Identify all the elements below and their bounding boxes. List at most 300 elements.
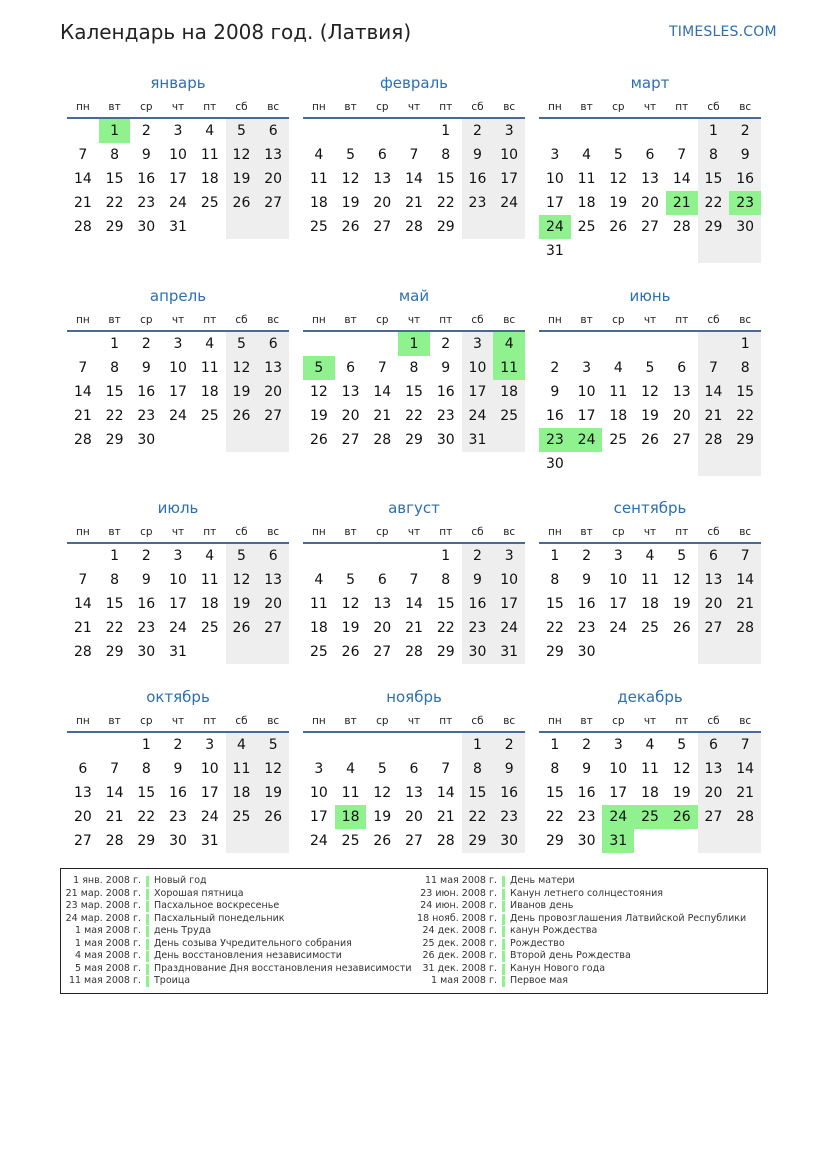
holiday-day-cell[interactable]: 1: [99, 119, 131, 143]
day-cell[interactable]: 2: [582, 548, 592, 564]
day-cell[interactable]: 20: [73, 809, 92, 825]
weekend-day-cell[interactable]: 7: [729, 733, 761, 757]
day-cell[interactable]: 7: [409, 147, 419, 163]
day-cell[interactable]: 4: [346, 761, 356, 777]
day-cell[interactable]: 27: [373, 644, 392, 660]
day-cell[interactable]: 4: [205, 548, 215, 564]
day-cell[interactable]: 30: [169, 833, 187, 849]
day-cell[interactable]: 28: [436, 833, 455, 849]
day-cell[interactable]: 7: [377, 360, 387, 376]
weekend-day-cell[interactable]: 2: [462, 119, 494, 143]
day-cell[interactable]: 5: [613, 147, 623, 163]
day-cell[interactable]: 22: [137, 809, 156, 825]
day-cell[interactable]: 28: [73, 219, 92, 235]
day-cell[interactable]: 4: [205, 336, 215, 352]
weekend-day-cell[interactable]: 10: [462, 356, 494, 380]
day-cell[interactable]: 8: [409, 360, 419, 376]
weekend-day-cell[interactable]: 3: [493, 544, 525, 568]
day-cell[interactable]: 2: [173, 737, 183, 753]
weekend-day-cell[interactable]: 15: [729, 380, 761, 404]
day-cell[interactable]: 23: [436, 408, 455, 424]
day-cell[interactable]: 16: [137, 596, 156, 612]
day-cell[interactable]: 15: [436, 171, 455, 187]
weekend-day-cell[interactable]: 29: [698, 215, 730, 239]
weekend-day-cell[interactable]: 18: [493, 380, 525, 404]
holiday-day-cell[interactable]: 24: [602, 805, 634, 829]
holiday-day-cell[interactable]: 4: [493, 332, 525, 356]
day-cell[interactable]: 11: [309, 596, 328, 612]
day-cell[interactable]: 16: [137, 171, 156, 187]
day-cell[interactable]: 24: [169, 408, 187, 424]
day-cell[interactable]: 8: [441, 147, 451, 163]
day-cell[interactable]: 11: [200, 147, 219, 163]
day-cell[interactable]: 4: [645, 548, 655, 564]
day-cell[interactable]: 1: [110, 336, 120, 352]
weekend-day-cell[interactable]: 12: [226, 143, 258, 167]
day-cell[interactable]: 8: [110, 360, 120, 376]
day-cell[interactable]: 26: [609, 219, 628, 235]
day-cell[interactable]: 17: [545, 195, 564, 211]
day-cell[interactable]: 17: [200, 785, 219, 801]
day-cell[interactable]: 21: [73, 408, 92, 424]
weekend-day-cell[interactable]: 24: [493, 616, 525, 640]
day-cell[interactable]: 17: [609, 596, 628, 612]
day-cell[interactable]: 9: [582, 572, 592, 588]
weekend-day-cell[interactable]: 5: [257, 733, 289, 757]
day-cell[interactable]: 28: [105, 833, 124, 849]
weekend-day-cell[interactable]: 29: [462, 829, 494, 853]
day-cell[interactable]: 16: [169, 785, 187, 801]
day-cell[interactable]: 25: [200, 408, 219, 424]
weekend-day-cell[interactable]: 20: [698, 781, 730, 805]
day-cell[interactable]: 9: [141, 572, 151, 588]
day-cell[interactable]: 19: [609, 195, 628, 211]
day-cell[interactable]: 2: [141, 336, 151, 352]
day-cell[interactable]: 3: [613, 737, 623, 753]
weekend-day-cell[interactable]: 19: [226, 167, 258, 191]
day-cell[interactable]: 24: [609, 620, 628, 636]
day-cell[interactable]: 7: [110, 761, 120, 777]
day-cell[interactable]: 18: [577, 195, 596, 211]
day-cell[interactable]: 16: [137, 384, 156, 400]
day-cell[interactable]: 25: [200, 195, 219, 211]
day-cell[interactable]: 21: [105, 809, 124, 825]
day-cell[interactable]: 31: [200, 833, 219, 849]
day-cell[interactable]: 13: [405, 785, 423, 801]
day-cell[interactable]: 23: [137, 620, 156, 636]
day-cell[interactable]: 14: [405, 171, 423, 187]
day-cell[interactable]: 5: [677, 548, 687, 564]
weekend-day-cell[interactable]: 17: [493, 167, 525, 191]
day-cell[interactable]: 7: [409, 572, 419, 588]
day-cell[interactable]: 10: [545, 171, 564, 187]
day-cell[interactable]: 2: [441, 336, 451, 352]
day-cell[interactable]: 18: [309, 195, 328, 211]
weekend-day-cell[interactable]: 22: [462, 805, 494, 829]
holiday-day-cell[interactable]: 23: [539, 428, 571, 452]
day-cell[interactable]: 7: [441, 761, 451, 777]
weekend-day-cell[interactable]: 2: [462, 544, 494, 568]
day-cell[interactable]: 29: [436, 219, 455, 235]
day-cell[interactable]: 3: [314, 761, 324, 777]
day-cell[interactable]: 12: [609, 171, 628, 187]
day-cell[interactable]: 30: [577, 644, 596, 660]
day-cell[interactable]: 30: [137, 644, 156, 660]
day-cell[interactable]: 29: [436, 644, 455, 660]
day-cell[interactable]: 30: [137, 219, 156, 235]
day-cell[interactable]: 12: [341, 596, 360, 612]
weekend-day-cell[interactable]: 13: [257, 356, 289, 380]
day-cell[interactable]: 21: [405, 620, 423, 636]
day-cell[interactable]: 9: [550, 384, 560, 400]
day-cell[interactable]: 8: [550, 761, 560, 777]
day-cell[interactable]: 22: [105, 408, 124, 424]
weekend-day-cell[interactable]: 1: [462, 733, 494, 757]
day-cell[interactable]: 1: [441, 548, 451, 564]
site-link[interactable]: TIMESLES.COM: [669, 24, 777, 40]
day-cell[interactable]: 10: [577, 384, 596, 400]
day-cell[interactable]: 2: [550, 360, 560, 376]
day-cell[interactable]: 19: [341, 195, 360, 211]
day-cell[interactable]: 1: [550, 548, 560, 564]
day-cell[interactable]: 29: [405, 432, 423, 448]
holiday-day-cell[interactable]: 26: [666, 805, 698, 829]
day-cell[interactable]: 25: [641, 620, 659, 636]
weekend-day-cell[interactable]: 10: [493, 143, 525, 167]
day-cell[interactable]: 4: [314, 147, 324, 163]
day-cell[interactable]: 5: [677, 737, 687, 753]
weekend-day-cell[interactable]: 4: [226, 733, 258, 757]
day-cell[interactable]: 16: [577, 785, 596, 801]
weekend-day-cell[interactable]: 22: [729, 404, 761, 428]
day-cell[interactable]: 13: [373, 596, 392, 612]
day-cell[interactable]: 25: [200, 620, 219, 636]
day-cell[interactable]: 16: [545, 408, 564, 424]
weekend-day-cell[interactable]: 21: [698, 404, 730, 428]
day-cell[interactable]: 18: [609, 408, 628, 424]
weekend-day-cell[interactable]: 13: [257, 568, 289, 592]
weekend-day-cell[interactable]: 23: [493, 805, 525, 829]
day-cell[interactable]: 1: [110, 548, 120, 564]
day-cell[interactable]: 15: [105, 384, 124, 400]
weekend-day-cell[interactable]: 3: [493, 119, 525, 143]
day-cell[interactable]: 27: [373, 219, 392, 235]
day-cell[interactable]: 10: [169, 147, 187, 163]
day-cell[interactable]: 14: [73, 171, 92, 187]
weekend-day-cell[interactable]: 27: [257, 191, 289, 215]
day-cell[interactable]: 22: [105, 620, 124, 636]
day-cell[interactable]: 11: [641, 572, 659, 588]
day-cell[interactable]: 26: [309, 432, 328, 448]
weekend-day-cell[interactable]: 19: [226, 592, 258, 616]
day-cell[interactable]: 4: [645, 737, 655, 753]
weekend-day-cell[interactable]: 16: [493, 781, 525, 805]
day-cell[interactable]: 8: [110, 572, 120, 588]
day-cell[interactable]: 12: [341, 171, 360, 187]
day-cell[interactable]: 29: [105, 644, 124, 660]
weekend-day-cell[interactable]: 26: [226, 404, 258, 428]
weekend-day-cell[interactable]: 24: [493, 191, 525, 215]
holiday-day-cell[interactable]: 24: [571, 428, 603, 452]
day-cell[interactable]: 15: [105, 171, 124, 187]
holiday-day-cell[interactable]: 21: [666, 191, 698, 215]
weekend-day-cell[interactable]: 10: [493, 568, 525, 592]
day-cell[interactable]: 12: [672, 572, 691, 588]
day-cell[interactable]: 22: [545, 809, 564, 825]
day-cell[interactable]: 9: [141, 360, 151, 376]
day-cell[interactable]: 2: [141, 548, 151, 564]
weekend-day-cell[interactable]: 5: [226, 119, 258, 143]
weekend-day-cell[interactable]: 27: [698, 616, 730, 640]
weekend-day-cell[interactable]: 31: [493, 640, 525, 664]
day-cell[interactable]: 26: [672, 620, 691, 636]
day-cell[interactable]: 15: [545, 785, 564, 801]
day-cell[interactable]: 27: [73, 833, 92, 849]
holiday-day-cell[interactable]: 25: [634, 805, 666, 829]
day-cell[interactable]: 27: [641, 219, 659, 235]
day-cell[interactable]: 16: [577, 596, 596, 612]
weekend-day-cell[interactable]: 20: [257, 167, 289, 191]
day-cell[interactable]: 21: [405, 195, 423, 211]
weekend-day-cell[interactable]: 13: [698, 757, 730, 781]
weekend-day-cell[interactable]: 13: [698, 568, 730, 592]
day-cell[interactable]: 9: [441, 360, 451, 376]
weekend-day-cell[interactable]: 25: [493, 404, 525, 428]
day-cell[interactable]: 23: [169, 809, 187, 825]
weekend-day-cell[interactable]: 26: [257, 805, 289, 829]
weekend-day-cell[interactable]: 30: [493, 829, 525, 853]
weekend-day-cell[interactable]: 6: [698, 544, 730, 568]
day-cell[interactable]: 17: [309, 809, 328, 825]
weekend-day-cell[interactable]: 8: [462, 757, 494, 781]
day-cell[interactable]: 8: [141, 761, 151, 777]
day-cell[interactable]: 9: [141, 147, 151, 163]
day-cell[interactable]: 3: [173, 336, 183, 352]
weekend-day-cell[interactable]: 21: [729, 592, 761, 616]
day-cell[interactable]: 29: [545, 833, 564, 849]
weekend-day-cell[interactable]: 25: [226, 805, 258, 829]
day-cell[interactable]: 15: [137, 785, 156, 801]
weekend-day-cell[interactable]: 1: [729, 332, 761, 356]
weekend-day-cell[interactable]: 22: [698, 191, 730, 215]
weekend-day-cell[interactable]: 9: [493, 757, 525, 781]
day-cell[interactable]: 30: [545, 456, 564, 472]
weekend-day-cell[interactable]: 17: [462, 380, 494, 404]
day-cell[interactable]: 25: [609, 432, 628, 448]
day-cell[interactable]: 3: [582, 360, 592, 376]
holiday-day-cell[interactable]: 11: [493, 356, 525, 380]
weekend-day-cell[interactable]: 6: [257, 119, 289, 143]
day-cell[interactable]: 12: [373, 785, 392, 801]
day-cell[interactable]: 20: [672, 408, 691, 424]
day-cell[interactable]: 11: [200, 572, 219, 588]
day-cell[interactable]: 23: [137, 195, 156, 211]
weekend-day-cell[interactable]: 11: [226, 757, 258, 781]
day-cell[interactable]: 26: [641, 432, 659, 448]
holiday-day-cell[interactable]: 24: [539, 215, 571, 239]
day-cell[interactable]: 21: [73, 620, 92, 636]
day-cell[interactable]: 30: [577, 833, 596, 849]
day-cell[interactable]: 3: [205, 737, 215, 753]
day-cell[interactable]: 8: [550, 572, 560, 588]
day-cell[interactable]: 2: [141, 123, 151, 139]
weekend-day-cell[interactable]: 20: [698, 592, 730, 616]
day-cell[interactable]: 9: [173, 761, 183, 777]
weekend-day-cell[interactable]: 16: [729, 167, 761, 191]
day-cell[interactable]: 8: [110, 147, 120, 163]
day-cell[interactable]: 13: [73, 785, 92, 801]
day-cell[interactable]: 4: [205, 123, 215, 139]
day-cell[interactable]: 6: [377, 572, 387, 588]
weekend-day-cell[interactable]: 5: [226, 544, 258, 568]
day-cell[interactable]: 24: [169, 195, 187, 211]
day-cell[interactable]: 25: [309, 644, 328, 660]
day-cell[interactable]: 15: [545, 596, 564, 612]
weekend-day-cell[interactable]: 7: [729, 544, 761, 568]
weekend-day-cell[interactable]: 31: [462, 428, 494, 452]
weekend-day-cell[interactable]: 9: [729, 143, 761, 167]
day-cell[interactable]: 11: [200, 360, 219, 376]
weekend-day-cell[interactable]: 7: [698, 356, 730, 380]
day-cell[interactable]: 13: [341, 384, 360, 400]
weekend-day-cell[interactable]: 8: [698, 143, 730, 167]
day-cell[interactable]: 5: [377, 761, 387, 777]
day-cell[interactable]: 14: [405, 596, 423, 612]
day-cell[interactable]: 10: [200, 761, 219, 777]
day-cell[interactable]: 22: [436, 620, 455, 636]
day-cell[interactable]: 28: [405, 219, 423, 235]
weekend-day-cell[interactable]: 8: [729, 356, 761, 380]
day-cell[interactable]: 28: [405, 644, 423, 660]
weekend-day-cell[interactable]: 1: [698, 119, 730, 143]
day-cell[interactable]: 25: [341, 833, 360, 849]
weekend-day-cell[interactable]: 20: [257, 380, 289, 404]
weekend-day-cell[interactable]: 6: [698, 733, 730, 757]
day-cell[interactable]: 28: [73, 644, 92, 660]
weekend-day-cell[interactable]: 23: [462, 191, 494, 215]
day-cell[interactable]: 4: [613, 360, 623, 376]
day-cell[interactable]: 22: [436, 195, 455, 211]
weekend-day-cell[interactable]: 27: [257, 404, 289, 428]
day-cell[interactable]: 21: [73, 195, 92, 211]
day-cell[interactable]: 27: [672, 432, 691, 448]
weekend-day-cell[interactable]: 28: [729, 616, 761, 640]
weekend-day-cell[interactable]: 13: [257, 143, 289, 167]
weekend-day-cell[interactable]: 26: [226, 616, 258, 640]
day-cell[interactable]: 11: [577, 171, 596, 187]
day-cell[interactable]: 21: [436, 809, 455, 825]
day-cell[interactable]: 25: [309, 219, 328, 235]
day-cell[interactable]: 13: [373, 171, 392, 187]
day-cell[interactable]: 30: [436, 432, 455, 448]
holiday-day-cell[interactable]: 23: [729, 191, 761, 215]
day-cell[interactable]: 10: [609, 572, 628, 588]
weekend-day-cell[interactable]: 15: [698, 167, 730, 191]
day-cell[interactable]: 18: [200, 596, 219, 612]
day-cell[interactable]: 22: [545, 620, 564, 636]
weekend-day-cell[interactable]: 28: [729, 805, 761, 829]
day-cell[interactable]: 18: [200, 171, 219, 187]
holiday-day-cell[interactable]: 1: [398, 332, 430, 356]
day-cell[interactable]: 5: [346, 572, 356, 588]
weekend-day-cell[interactable]: 3: [462, 332, 494, 356]
holiday-day-cell[interactable]: 18: [335, 805, 367, 829]
day-cell[interactable]: 31: [169, 644, 187, 660]
weekend-day-cell[interactable]: 14: [729, 568, 761, 592]
day-cell[interactable]: 28: [373, 432, 392, 448]
weekend-day-cell[interactable]: 5: [226, 332, 258, 356]
day-cell[interactable]: 14: [73, 384, 92, 400]
day-cell[interactable]: 4: [582, 147, 592, 163]
weekend-day-cell[interactable]: 23: [462, 616, 494, 640]
weekend-day-cell[interactable]: 30: [462, 640, 494, 664]
day-cell[interactable]: 23: [577, 809, 596, 825]
day-cell[interactable]: 19: [641, 408, 659, 424]
day-cell[interactable]: 10: [169, 360, 187, 376]
weekend-day-cell[interactable]: 2: [729, 119, 761, 143]
day-cell[interactable]: 7: [78, 147, 88, 163]
day-cell[interactable]: 16: [436, 384, 455, 400]
day-cell[interactable]: 6: [346, 360, 356, 376]
day-cell[interactable]: 1: [141, 737, 151, 753]
weekend-day-cell[interactable]: 9: [462, 568, 494, 592]
day-cell[interactable]: 8: [441, 572, 451, 588]
day-cell[interactable]: 20: [373, 620, 392, 636]
day-cell[interactable]: 19: [373, 809, 392, 825]
weekend-day-cell[interactable]: 28: [698, 428, 730, 452]
day-cell[interactable]: 12: [672, 761, 691, 777]
day-cell[interactable]: 19: [672, 785, 691, 801]
day-cell[interactable]: 6: [677, 360, 687, 376]
weekend-day-cell[interactable]: 24: [462, 404, 494, 428]
weekend-day-cell[interactable]: 29: [729, 428, 761, 452]
weekend-day-cell[interactable]: 20: [257, 592, 289, 616]
day-cell[interactable]: 5: [346, 147, 356, 163]
day-cell[interactable]: 21: [373, 408, 392, 424]
day-cell[interactable]: 17: [609, 785, 628, 801]
holiday-day-cell[interactable]: 5: [303, 356, 335, 380]
day-cell[interactable]: 24: [200, 809, 219, 825]
weekend-day-cell[interactable]: 6: [257, 332, 289, 356]
day-cell[interactable]: 17: [169, 384, 187, 400]
weekend-day-cell[interactable]: 15: [462, 781, 494, 805]
weekend-day-cell[interactable]: 19: [226, 380, 258, 404]
day-cell[interactable]: 19: [309, 408, 328, 424]
day-cell[interactable]: 7: [78, 360, 88, 376]
day-cell[interactable]: 31: [545, 243, 564, 259]
day-cell[interactable]: 27: [405, 833, 423, 849]
weekend-day-cell[interactable]: 12: [226, 568, 258, 592]
weekend-day-cell[interactable]: 19: [257, 781, 289, 805]
weekend-day-cell[interactable]: 27: [698, 805, 730, 829]
day-cell[interactable]: 18: [641, 785, 659, 801]
weekend-day-cell[interactable]: 2: [493, 733, 525, 757]
day-cell[interactable]: 22: [105, 195, 124, 211]
day-cell[interactable]: 4: [314, 572, 324, 588]
weekend-day-cell[interactable]: 27: [257, 616, 289, 640]
day-cell[interactable]: 11: [341, 785, 360, 801]
day-cell[interactable]: 18: [309, 620, 328, 636]
day-cell[interactable]: 12: [641, 384, 659, 400]
day-cell[interactable]: 13: [672, 384, 691, 400]
day-cell[interactable]: 13: [641, 171, 659, 187]
day-cell[interactable]: 26: [341, 644, 360, 660]
day-cell[interactable]: 3: [173, 123, 183, 139]
day-cell[interactable]: 10: [609, 761, 628, 777]
day-cell[interactable]: 10: [309, 785, 328, 801]
day-cell[interactable]: 1: [441, 123, 451, 139]
day-cell[interactable]: 2: [582, 737, 592, 753]
